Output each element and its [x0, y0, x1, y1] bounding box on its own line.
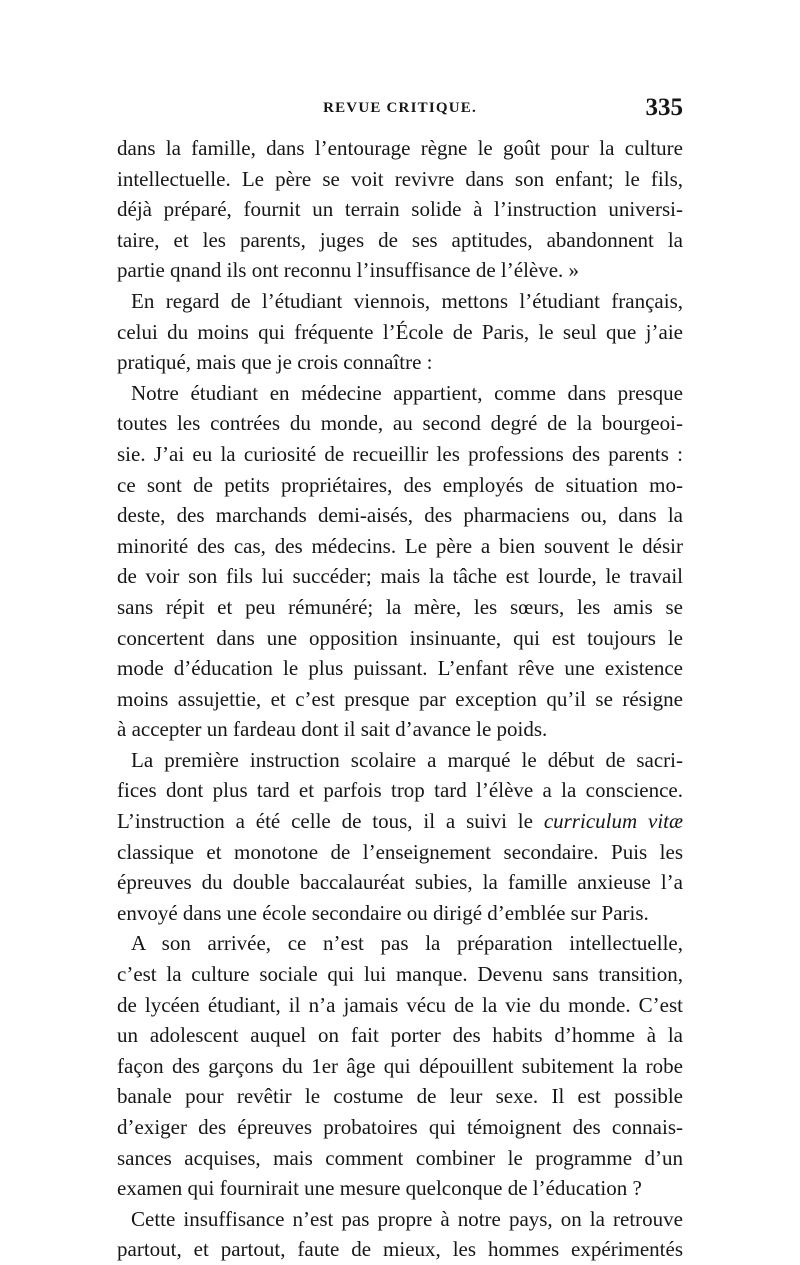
text-line: [117, 561, 683, 592]
text-line: [117, 133, 683, 164]
body-text: [117, 133, 683, 1265]
text-line: [117, 408, 683, 439]
text-line: [117, 1112, 683, 1143]
text-line-content: de voir son fils lui succéder; mais la tâche est lourde, le travail: [117, 564, 683, 589]
text-line-content: sances acquises, mais comment combiner le programme d’un: [117, 1145, 683, 1170]
text-line-content: L’instruction a été celle de tous, il a suivi le: [117, 809, 533, 834]
text-line: [117, 531, 683, 562]
text-line-content: déjà préparé, fournit un terrain solide à l’instruction universi-: [117, 197, 683, 222]
text-line: [117, 623, 683, 654]
text-line-content: classique et monotone de l’enseignement secondaire. Puis les: [117, 839, 683, 864]
text-line-content: partout, et partout, faute de mieux, les hommes expérimentés: [117, 1237, 683, 1262]
text-line-content: pratiqué, mais que je crois connaître :: [117, 350, 433, 375]
running-title: REVUE CRITIQUE.: [323, 100, 477, 116]
text-line-content: fices dont plus tard et parfois trop tard l’élève a la conscience.: [117, 778, 683, 803]
text-line-content: intellectuelle. Le père se voit revivre dans son enfant; le fils,: [117, 166, 683, 191]
text-line: [117, 775, 683, 806]
text-line-content: examen qui fournirait une mesure quelconque de l’éducation ?: [117, 1176, 642, 1201]
page-number: 335: [645, 94, 683, 121]
text-line: [117, 1173, 683, 1204]
text-line-content: Notre étudiant en médecine appartient, comme dans presque: [131, 380, 683, 405]
text-line: [117, 1143, 683, 1174]
text-line: [117, 867, 683, 898]
text-line-content: dans la famille, dans l’entourage règne le goût pour la culture: [117, 136, 683, 160]
text-line-content: La première instruction scolaire a marqué le début de sacri-: [131, 747, 683, 772]
italic-phrase: curriculum vitæ: [543, 809, 683, 834]
text-line: [117, 1234, 683, 1265]
text-line-content: minorité des cas, des médecins. Le père a bien souvent le désir: [117, 533, 683, 558]
text-line: [117, 164, 683, 195]
text-line-content: taire, et les parents, juges de ses aptitudes, abandonnent la: [117, 227, 683, 252]
text-line: [117, 684, 683, 715]
text-line: [117, 317, 683, 348]
text-line-content: de lycéen étudiant, il n’a jamais vécu de la vie du monde. C’est: [117, 992, 683, 1017]
text-line: [117, 959, 683, 990]
text-line-content: épreuves du double baccalauréat subies, la famille anxieuse l’a: [117, 870, 683, 895]
text-line: [117, 990, 683, 1021]
text-line: [117, 928, 683, 959]
text-line: [117, 898, 683, 929]
running-head: [117, 94, 683, 124]
text-line-content: sie. J’ai eu la curiosité de recueillir les professions des parents :: [117, 441, 683, 466]
text-line-content: moins assujettie, et c’est presque par exception qu’il se résigne: [117, 686, 683, 711]
text-line: [117, 347, 683, 378]
text-line: [117, 592, 683, 623]
text-line-content: ce sont de petits propriétaires, des employés de situation mo-: [117, 472, 683, 497]
text-line-content: mode d’éducation le plus puissant. L’enfant rêve une existence: [117, 656, 683, 681]
text-line: [117, 653, 683, 684]
text-line: [117, 745, 683, 776]
text-line-content: c’est la culture sociale qui lui manque. Devenu sans transition,: [117, 962, 683, 987]
text-line-content: partie qnand ils ont reconnu l’insuffisance de l’élève. »: [117, 258, 580, 283]
text-line-content: d’exiger des épreuves probatoires qui témoignent des connais-: [117, 1115, 683, 1139]
text-line: [117, 500, 683, 531]
text-line-content: banale pour revêtir le costume de leur sexe. Il est possible: [117, 1084, 683, 1109]
text-line: [117, 470, 683, 501]
text-line: [117, 714, 683, 745]
text-line: [117, 439, 683, 470]
text-line: [117, 1204, 683, 1235]
text-line: [117, 1081, 683, 1112]
text-line-content: envoyé dans une école secondaire ou dirigé d’emblée sur Paris.: [117, 900, 649, 925]
text-line: [117, 255, 683, 286]
text-line-content: A son arrivée, ce n’est pas la préparation intellectuelle,: [131, 931, 683, 956]
text-line-content: deste, des marchands demi-aisés, des pharmaciens ou, dans la: [117, 503, 683, 528]
text-line-content: Cette insuffisance n’est pas propre à notre pays, on la retrouve: [131, 1206, 683, 1231]
text-line: [117, 806, 683, 837]
text-line-content: façon des garçons du 1er âge qui dépouillent subitement la robe: [117, 1053, 683, 1078]
text-line: [117, 378, 683, 409]
text-line-content: En regard de l’étudiant viennois, mettons l’étudiant français,: [131, 288, 683, 313]
text-line: [117, 225, 683, 256]
text-line: [117, 286, 683, 317]
text-line: [117, 837, 683, 868]
text-line: [117, 194, 683, 225]
text-line: [117, 1020, 683, 1051]
text-line-content: sans répit et peu rémunéré; la mère, les sœurs, les amis se: [117, 594, 683, 619]
text-line: [117, 1051, 683, 1082]
text-line-content: à accepter un fardeau dont il sait d’avance le poids.: [117, 717, 548, 742]
text-line-content: toutes les contrées du monde, au second degré de la bourgeoi-: [117, 411, 683, 436]
text-line-content: un adolescent auquel on fait porter des habits d’homme à la: [117, 1023, 683, 1048]
text-line-content: celui du moins qui fréquente l’École de Paris, le seul que j’aie: [117, 319, 683, 344]
text-line-content: concertent dans une opposition insinuante, qui est toujours le: [117, 625, 683, 650]
